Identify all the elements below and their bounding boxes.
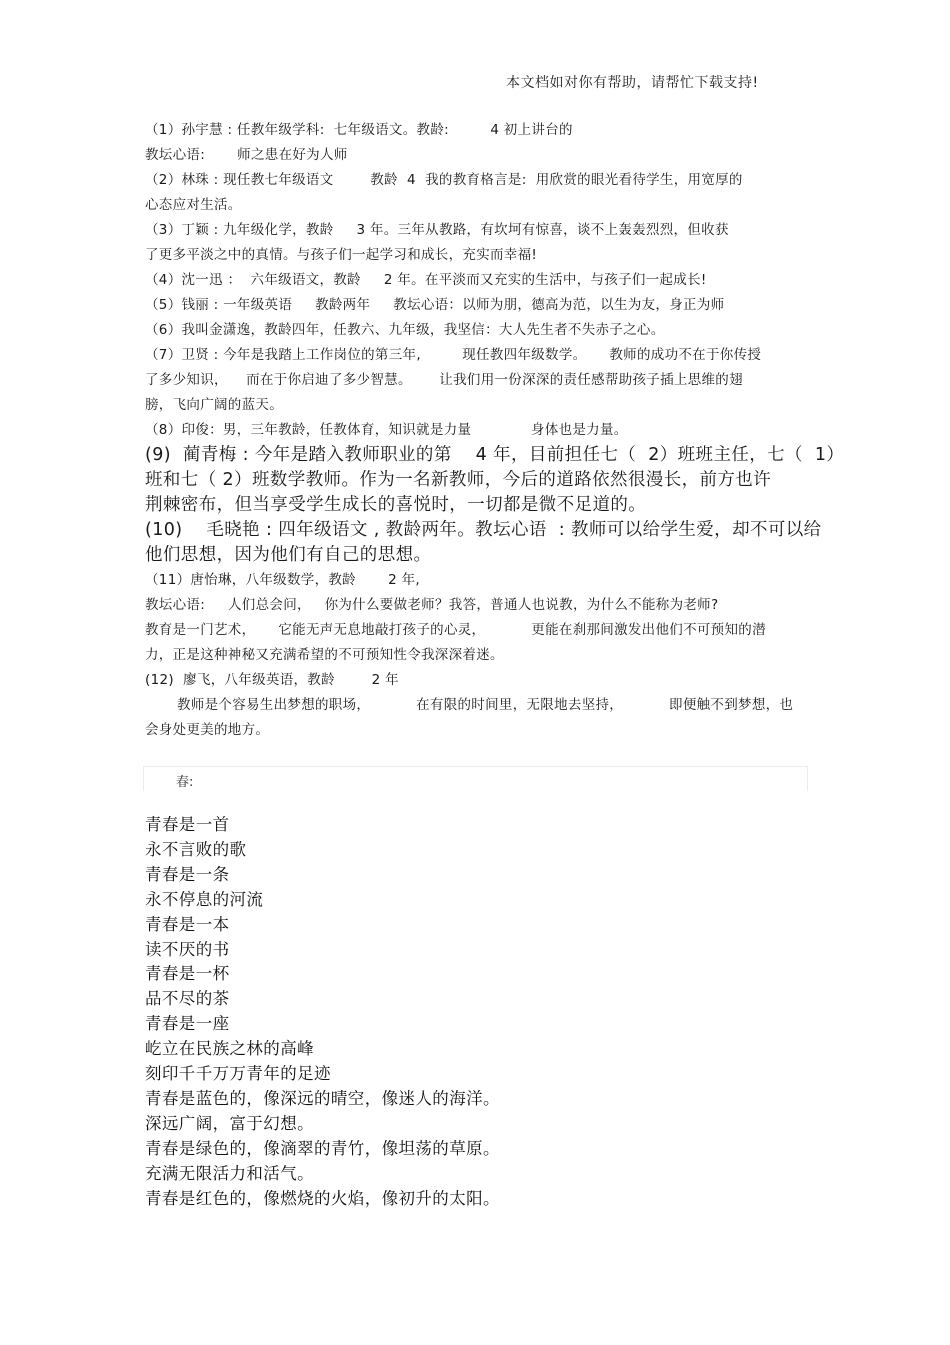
entry-line: 教育是一门艺术， 它能无声无息地敲打孩子的心灵， 更能在刹那间激发出他们不可预知的潜 — [145, 622, 766, 638]
entry-line: 班和七（ 2）班数学教师。作为一名新教师，今后的道路依然很漫长，前方也许 — [145, 470, 772, 490]
entry-line: 了更多平淡之中的真情。与孩子们一起学习和成长，充实而幸福! — [145, 247, 538, 263]
entry-line: (9) 蔺青梅 : 今年是踏入教师职业的第 4 年，目前担任七（ 2）班班主任，七（ 1） — [145, 445, 845, 465]
entry-line: (12) 廖飞，八年级英语，教龄 2 年 — [145, 672, 399, 688]
entry-line: （6）我叫金潇逸，教龄四年，任教六、九年级，我坚信：大人先生者不失赤子之心。 — [145, 322, 665, 338]
entry-line: （5）钱丽 : 一年级英语 教龄两年 教坛心语：以师为朋，德高为范，以生为友，身正为师 — [145, 297, 725, 313]
section-box — [143, 766, 808, 791]
youth-poem — [145, 813, 805, 1212]
entry-line: 了多少知识， 而在于你启迪了多少智慧。 让我们用一份深深的责任感帮助孩子插上思维的翅 — [145, 372, 743, 388]
poem-line: 青春是一座 — [145, 1014, 230, 1034]
entry-line: 心态应对生活。 — [145, 197, 242, 213]
poem-line: 永不言败的歌 — [145, 839, 247, 859]
entry-line: 教坛心语: 师之患在好为人师 — [145, 147, 348, 163]
poem-line: 刻印千千万万青年的足迹 — [145, 1064, 331, 1084]
section-box-label: 春: — [176, 775, 194, 790]
entry-line: （1）孙宇慧 : 任教年级学科: 七年级语文。教龄: 4 初上讲台的 — [145, 122, 573, 138]
entry-line: （8）印俊：男，三年教龄，任教体育，知识就是力量 身体也是力量。 — [145, 422, 628, 438]
poem-line: 充满无限活力和活气。 — [145, 1163, 314, 1183]
entry-line: （4）沈一迅 ： 六年级语文，教龄 2 年。在平淡而又充实的生活中，与孩子们一起成长! — [145, 272, 707, 288]
teacher-entries — [145, 118, 845, 743]
entry-line: （7）卫贤 : 今年是我踏上工作岗位的第三年, 现任教四年级数学。 教师的成功不在于你传授 — [145, 347, 762, 363]
poem-line: 青春是蓝色的，像深远的晴空，像迷人的海洋。 — [145, 1088, 500, 1108]
poem-line: 青春是一条 — [145, 864, 230, 884]
entry-line: 他们思想，因为他们有自己的思想。 — [145, 545, 432, 565]
poem-line: 青春是一本 — [145, 914, 230, 934]
poem-line: 青春是绿色的，像滴翠的青竹，像坦荡的草原。 — [145, 1138, 500, 1158]
entry-line: （3）丁颖 : 九年级化学，教龄 3 年。三年从教路，有坎坷有惊喜，谈不上轰轰烈烈，但收获 — [145, 222, 729, 238]
entry-line: 荆棘密布，但当享受学生成长的喜悦时，一切都是微不足道的。 — [145, 495, 647, 515]
poem-line: 青春是一杯 — [145, 964, 230, 984]
entry-line: （2）林珠 : 现任教七年级语文 教龄 4 我的教育格言是: 用欣赏的眼光看待学生，用宽厚的 — [145, 172, 743, 188]
poem-line: 屹立在民族之林的高峰 — [145, 1039, 314, 1059]
entry-line: （11）唐怡琳，八年级数学，教龄 2 年, — [145, 572, 420, 588]
poem-line: 青春是红色的，像燃烧的火焰，像初升的太阳。 — [145, 1188, 500, 1208]
poem-line: 青春是一首 — [145, 815, 230, 834]
poem-line: 永不停息的河流 — [145, 889, 264, 909]
entry-line: 膀，飞向广阔的蓝天。 — [145, 397, 283, 413]
entry-line: (10) 毛晓艳 : 四年级语文 , 教龄两年。教坛心语 : 教师可以给学生爱，却不可以给 — [145, 520, 822, 540]
entry-line: 教坛心语: 人们总会问， 你为什么要做老师？我答，普通人也说教，为什么不能称为老师? — [145, 597, 719, 613]
entry-line: 会身处更美的地方。 — [145, 722, 270, 738]
entry-line: 教师是个容易生出梦想的职场， 在有限的时间里，无限地去坚持， 即便触不到梦想，也 — [177, 697, 794, 713]
poem-line: 品不尽的茶 — [145, 989, 230, 1009]
entry-line: 力，正是这种神秘又充满希望的不可预知性令我深深着迷。 — [145, 647, 504, 663]
poem-line: 读不厌的书 — [145, 939, 230, 959]
page-header-note: 本文档如对你有帮助，请帮忙下载支持! — [506, 75, 759, 91]
poem-line: 深远广阔，富于幻想。 — [145, 1113, 314, 1133]
